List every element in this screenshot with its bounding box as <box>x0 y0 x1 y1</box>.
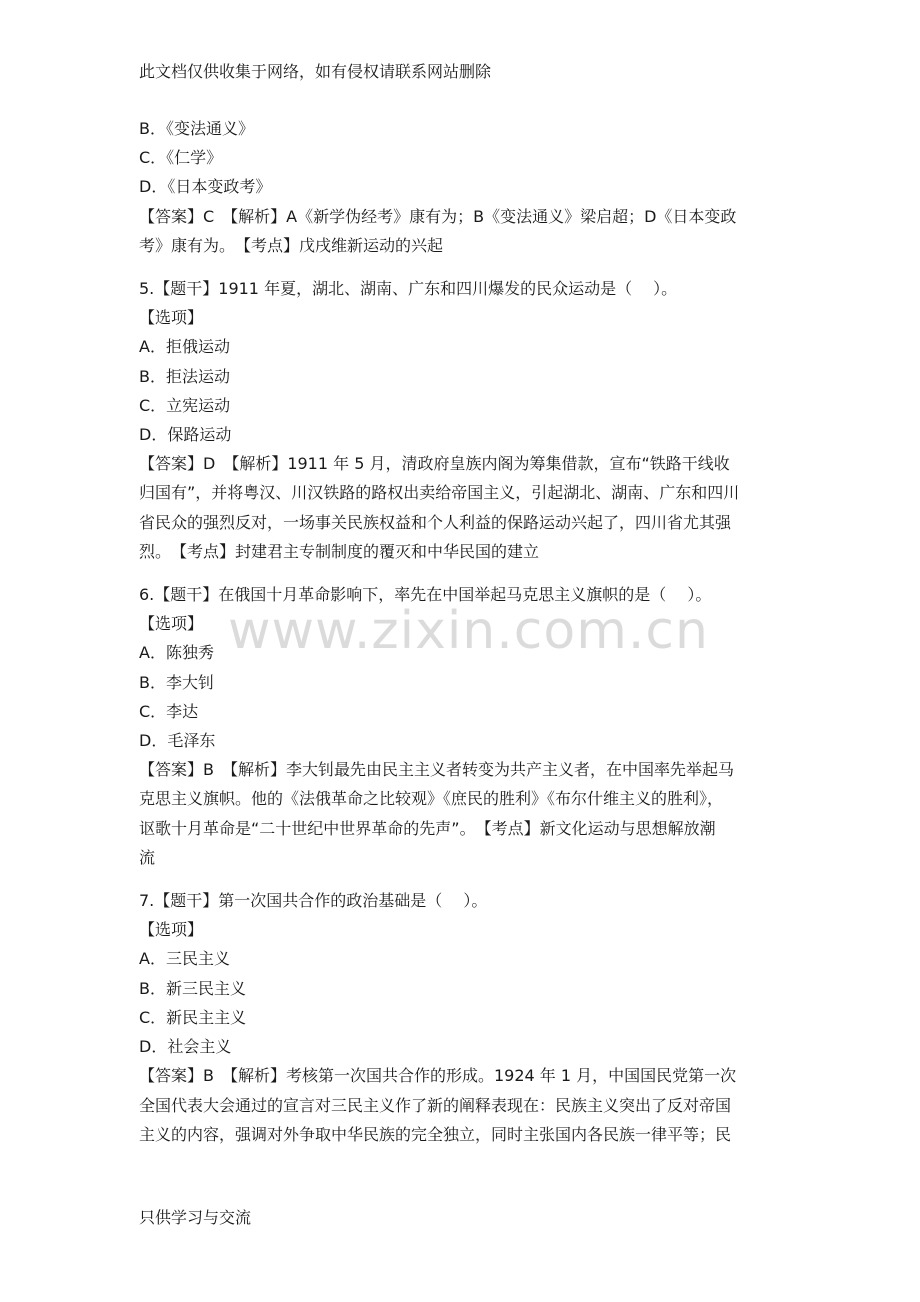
page-footer-note: 只供学习与交流 <box>139 1208 252 1227</box>
answer-line: 克思主义旗帜。他的《法俄革命之比较观》《庶民的胜利》《布尔什维主义的胜利》， <box>139 789 724 809</box>
answer-line: 省民众的强烈反对，一场事关民族权益和个人利益的保路运动兴起了，四川省尤其强 <box>139 512 732 532</box>
question-stem: 6.【题干】在俄国十月革命影响下，率先在中国举起马克思主义旗帜的是（ ）。 <box>139 585 712 605</box>
option-b: B．李大钊 <box>139 672 214 692</box>
option-c: C．新民主主义 <box>139 1007 247 1027</box>
question-7 <box>139 886 799 1149</box>
answer-line: 考》康有为。 【考点】戊戌维新运动的兴起 <box>139 235 444 255</box>
option-b: B．拒法运动 <box>139 366 230 386</box>
option-d: D．保路运动 <box>139 425 232 445</box>
option-a: A．陈独秀 <box>139 643 214 663</box>
options-label: 【选项】 <box>139 614 204 634</box>
answer-line: 讴歌十月革命是“二十世纪中世界革命的先声”。 【考点】新文化运动与思想解放潮 <box>139 818 716 838</box>
options-label: 【选项】 <box>139 308 204 328</box>
option-b: B．《变法通义》 <box>139 119 254 138</box>
option-d: D．社会主义 <box>139 1037 232 1057</box>
question-5 <box>139 274 799 566</box>
option-d: D．《日本变政考》 <box>139 177 272 197</box>
option-c: C．《仁学》 <box>139 148 223 168</box>
answer-line: 【答案】D 【解析】1911 年 5 月，清政府皇族内阁为筹集借款，宣布“铁路干线收 <box>139 454 730 474</box>
watermark: www.zixin.com.cn <box>228 601 709 661</box>
answer-line: 【答案】B 【解析】考核第一次国共合作的形成。1924 年 1 月，中国国民党第一次 <box>139 1066 737 1086</box>
option-c: C．立宪运动 <box>139 395 231 415</box>
question-stem: 5.【题干】1911 年夏，湖北、湖南、广东和四川爆发的民众运动是（ ）。 <box>139 279 678 299</box>
question-4-tail <box>139 114 799 260</box>
option-b: B．新三民主义 <box>139 978 246 998</box>
answer-line: 归国有”，并将粤汉、川汉铁路的路权出卖给帝国主义，引起湖北、湖南、广东和四川 <box>139 483 740 503</box>
answer-line: 【答案】B 【解析】李大钊最先由民主主义者转变为共产主义者，在中国率先举起马 <box>139 760 734 780</box>
question-6 <box>139 580 799 872</box>
question-stem: 7.【题干】第一次国共合作的政治基础是（ ）。 <box>139 891 488 911</box>
option-c: C．李达 <box>139 701 199 721</box>
answer-line: 主义的内容，强调对外争取中华民族的完全独立，同时主张国内各民族一律平等；民 <box>139 1124 732 1144</box>
option-a: A．三民主义 <box>139 949 230 969</box>
option-a: A．拒俄运动 <box>139 337 230 357</box>
option-d: D．毛泽东 <box>139 731 216 751</box>
answer-line: 【答案】C 【解析】A《新学伪经考》康有为；B《变法通义》梁启超；D《日本变政 <box>139 206 737 226</box>
document-body <box>139 114 799 1149</box>
answer-line: 烈。 【考点】封建君主专制制度的覆灭和中华民国的建立 <box>139 541 540 561</box>
options-label: 【选项】 <box>139 920 204 940</box>
answer-line: 全国代表大会通过的宣言对三民主义作了新的阐释表现在：民族主义突出了反对帝国 <box>139 1095 732 1115</box>
page-header-note: 此文档仅供收集于网络，如有侵权请联系网站删除 <box>139 62 492 81</box>
answer-line: 流 <box>139 847 156 867</box>
